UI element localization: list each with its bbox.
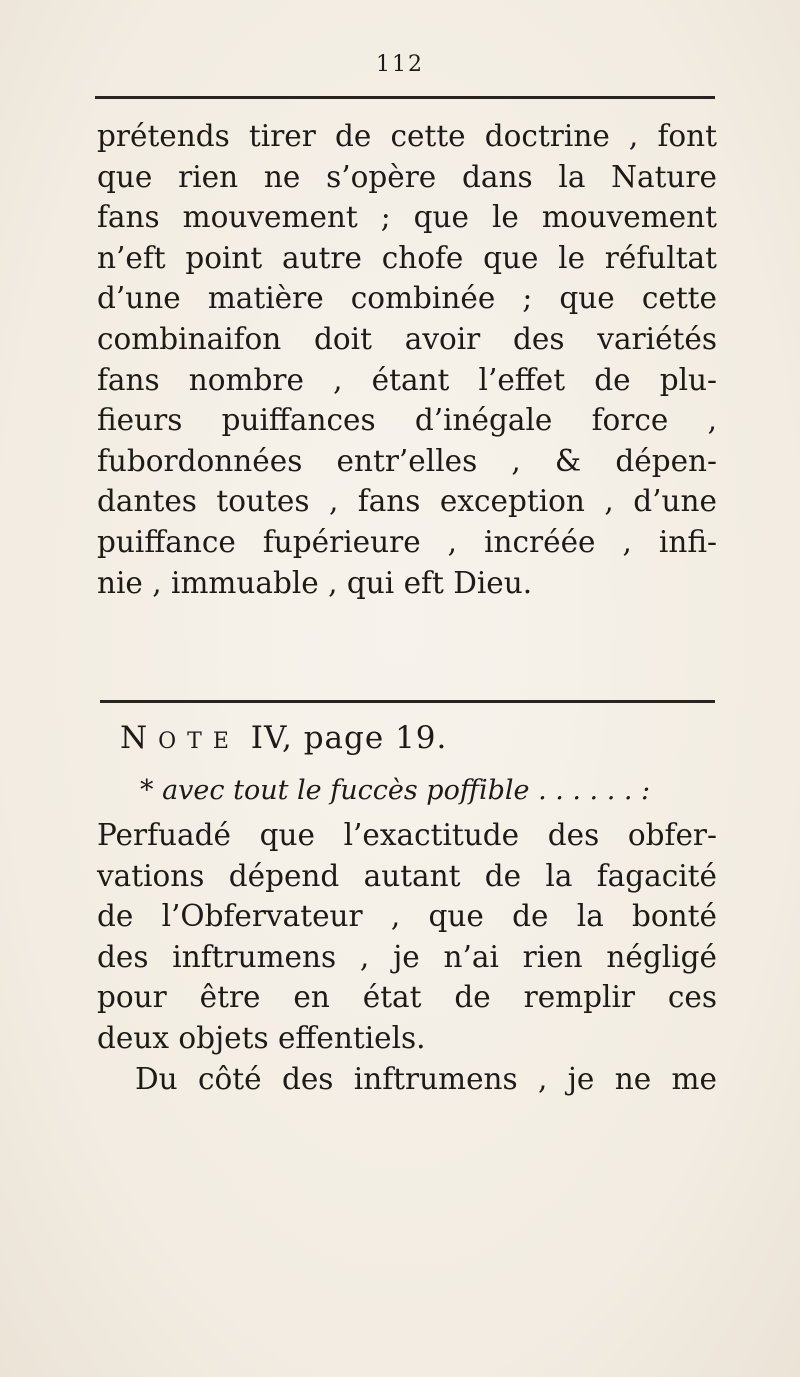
text-line: de l’Obfervateur , que de la bonté <box>97 899 717 934</box>
text-line: nie , immuable , qui eft Dieu. <box>97 565 533 600</box>
note-label: Note <box>120 720 240 756</box>
body-paragraph <box>97 116 717 603</box>
text-line: que rien ne s’opère dans la Nature <box>97 159 717 194</box>
text-line: vations dépend autant de la fagacité <box>97 858 717 893</box>
note-paragraph <box>97 815 717 1099</box>
text-line: fieurs puiffances d’inégale force , <box>97 403 717 438</box>
text-line: des inftrumens , je n’ai rien négligé <box>97 939 717 974</box>
section-rule <box>100 700 715 703</box>
text-line: deux objets effentiels. <box>97 1020 426 1055</box>
note-number: IV <box>250 720 282 756</box>
header-rule <box>95 96 715 99</box>
text-line: Perfuadé que l’exactitude des obfer- <box>97 818 717 852</box>
note-heading <box>120 720 680 756</box>
text-line: Du côté des inftrumens , je ne me <box>135 1061 717 1096</box>
note-quote: * avec tout le fuccès poffible . . . . . . : <box>140 775 651 806</box>
text-line: dantes toutes , fans exception , d’une <box>97 484 717 519</box>
text-line: combinaifon doit avoir des variétés <box>97 321 717 356</box>
page-number: 112 <box>376 52 424 77</box>
text-line: puiffance fupérieure , incréée , infi- <box>97 524 717 559</box>
text-line: n’eft point autre chofe que le réfultat <box>97 240 717 275</box>
text-line: fans nombre , étant l’effet de plu- <box>97 362 717 397</box>
note-page-ref: , page 19. <box>281 720 448 756</box>
text-line: prétends tirer de cette doctrine , font <box>97 119 717 153</box>
text-line: fubordonnées entr’elles , & dépen- <box>97 443 717 478</box>
text-line: fans mouvement ; que le mouvement <box>97 200 717 235</box>
text-line: pour être en état de remplir ces <box>97 980 717 1015</box>
text-line: d’une matière combinée ; que cette <box>97 281 717 316</box>
